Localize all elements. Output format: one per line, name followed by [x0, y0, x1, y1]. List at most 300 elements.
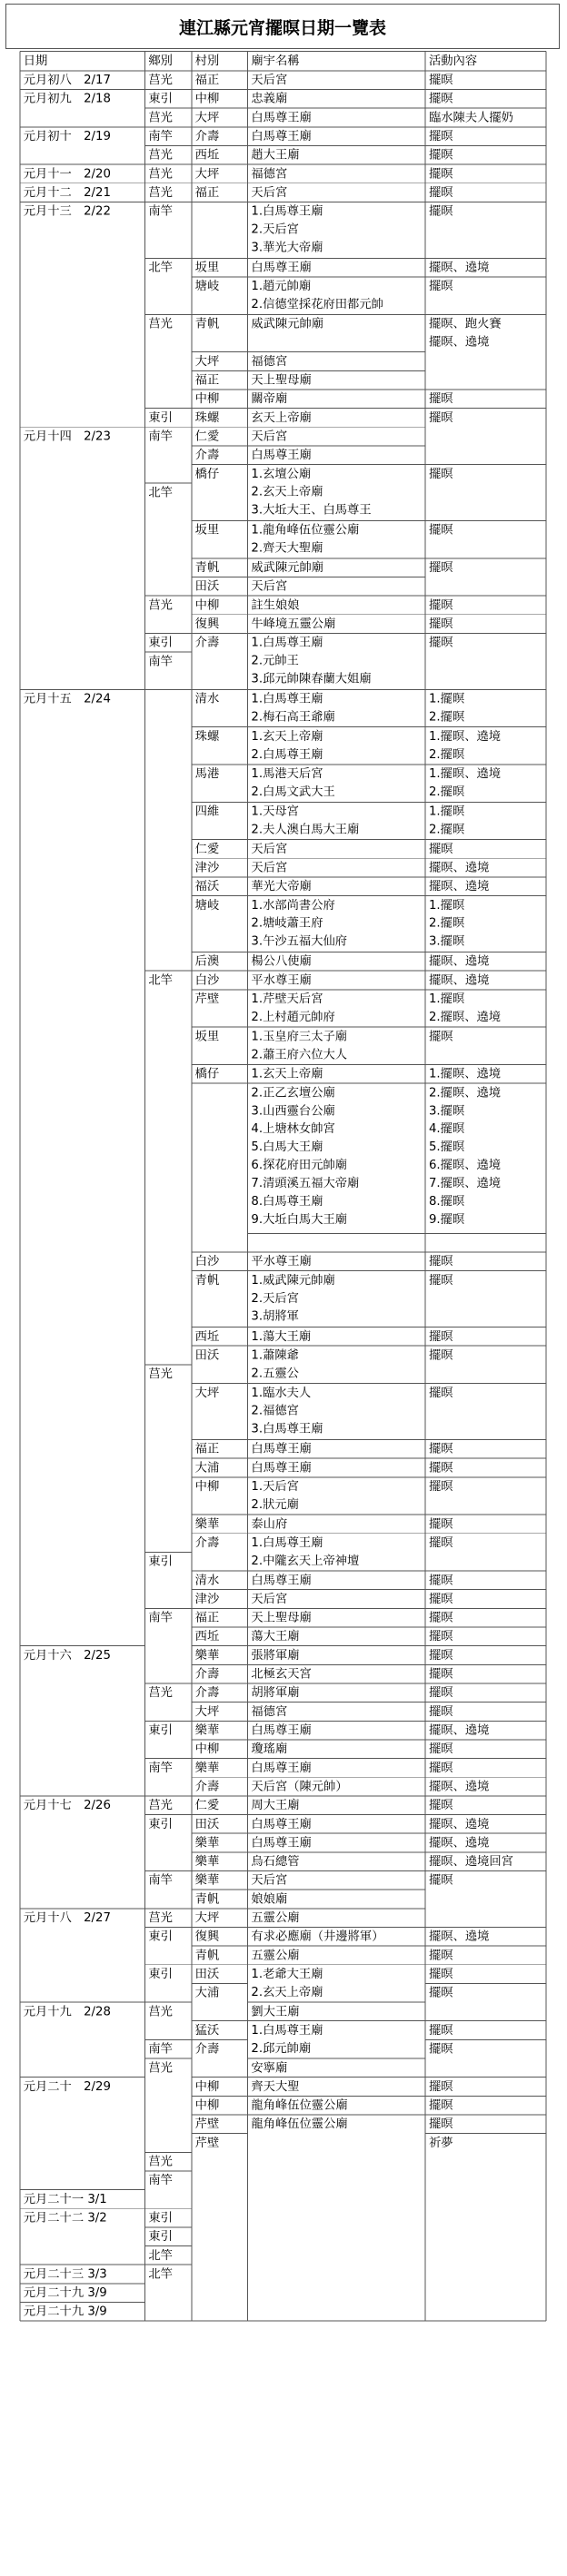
temple-cell-line: 2.狀元廟: [251, 1497, 299, 1512]
temple-cell-line: 有求必應廟（井邊將軍）: [251, 1930, 384, 1944]
temple-cell-line: 天后宮（陳元帥）: [251, 1780, 348, 1794]
temple-cell-line: 威武陳元帥廟: [251, 561, 324, 576]
village-cell: 田沃: [194, 579, 220, 594]
activity-cell-line: 擺暝: [428, 1611, 453, 1625]
village-cell: 中柳: [194, 392, 220, 407]
activity-cell-line: 2.擺暝、遶境: [428, 1086, 502, 1100]
village-cell: 介壽: [194, 449, 220, 463]
village-cell: 白沙: [194, 1255, 220, 1269]
column-header: 村別: [194, 54, 220, 69]
activity-cell-line: 2.擺暝: [428, 710, 465, 725]
activity-cell-line: 2.擺暝: [428, 747, 465, 762]
activity-cell-line: 擺暝: [428, 1273, 453, 1288]
village-cell: 青帆: [194, 561, 220, 576]
activity-cell-line: 7.擺暝、遶境: [428, 1177, 502, 1191]
activity-cell-line: 擺暝、跑火賽: [428, 317, 502, 331]
village-cell: 坂里: [194, 261, 220, 275]
temple-cell-line: 註生娘娘: [251, 598, 300, 613]
village-cell: 青帆: [194, 1273, 220, 1288]
activity-cell-line: 擺暝: [428, 130, 453, 144]
temple-cell-line: 1.玄天上帝廟: [251, 729, 323, 744]
village-cell: 介壽: [194, 1686, 220, 1701]
activity-cell-line: 擺暝: [428, 167, 453, 182]
temple-cell-line: 五靈公廟: [251, 1911, 300, 1926]
activity-cell-line: 1.擺暝、遶境: [428, 1067, 502, 1081]
township-cell: 南竿: [148, 429, 173, 444]
column-header: 廟宇名稱: [251, 54, 300, 69]
temple-cell-line: 9.大坵白馬大王廟: [251, 1212, 348, 1227]
date-cell: 元月二十二 3/2: [23, 2211, 107, 2226]
activity-cell-line: 臨水陳夫人擺奶: [428, 111, 513, 125]
activity-cell-line: 擺暝: [428, 1986, 453, 2000]
township-cell: 南竿: [148, 1761, 173, 1775]
temple-cell-line: 2.邱元帥廟: [251, 2041, 312, 2056]
temple-cell-line: 胡將軍廟: [251, 1686, 300, 1701]
village-cell: 橋仔: [194, 1067, 220, 1081]
township-cell: 南竿: [148, 1611, 173, 1625]
village-cell: 樂華: [194, 1873, 220, 1888]
village-cell: 大坪: [194, 1704, 220, 1719]
date-cell: 元月十九 2/28: [23, 2005, 111, 2019]
temple-cell-line: 2.玄天上帝廟: [251, 485, 323, 499]
village-cell: 中柳: [194, 2098, 220, 2113]
activity-cell-line: 擺暝、遶境: [428, 880, 490, 894]
temple-cell-line: 周大王廟: [251, 1799, 300, 1813]
temple-cell-line: 1.馬港天后宮: [251, 767, 323, 782]
activity-cell-line: 5.擺暝: [428, 1140, 465, 1155]
date-cell: 元月初十 2/19: [23, 130, 111, 144]
temple-cell-line: 瓊瑤廟: [251, 1742, 288, 1757]
village-cell: 田沃: [194, 1817, 220, 1831]
village-cell: 清水: [194, 692, 220, 706]
temple-cell-line: 劉大王廟: [251, 2005, 300, 2019]
temple-cell-line: 6.探花府田元帥廟: [251, 1159, 348, 1173]
activity-cell-line: 擺暝、遶境: [428, 1780, 490, 1794]
village-cell: 大坪: [194, 1911, 220, 1926]
temple-cell-line: 天后宮: [251, 1873, 288, 1888]
village-cell: 珠螺: [194, 410, 220, 425]
township-cell: 莒光: [148, 1367, 173, 1382]
document-page: [5, 4, 562, 2571]
temple-cell-line: 華光大帝廟: [251, 880, 312, 894]
township-cell: 南竿: [148, 655, 173, 669]
temple-cell-line: 2.玄天上帝廟: [251, 1985, 323, 1999]
village-cell: 介壽: [194, 636, 220, 650]
activity-cell-line: 擺暝: [428, 148, 453, 163]
activity-cell-line: 擺暝: [428, 1442, 453, 1456]
township-cell: 東引: [148, 2230, 173, 2245]
activity-cell-line: 擺暝: [428, 523, 453, 538]
temple-cell-line: 2.中隴玄天上帝神壇: [251, 1554, 360, 1568]
temple-cell-line: 白馬尊王廟: [251, 130, 312, 144]
activity-cell-line: 擺暝: [428, 842, 453, 856]
village-cell: 塘岐: [194, 898, 220, 913]
township-cell: 莒光: [148, 167, 173, 182]
activity-cell-line: 2.擺暝、遶境: [428, 1011, 502, 1025]
village-cell: 西坵: [194, 1329, 220, 1344]
temple-cell-line: 5.白馬大王廟: [251, 1140, 323, 1155]
village-cell: 中柳: [194, 2079, 220, 2094]
township-cell: 莒光: [148, 2005, 173, 2019]
temple-cell-line: 1.白馬尊王廟: [251, 1535, 323, 1550]
activity-cell-line: 擺暝、遶境: [428, 973, 490, 988]
activity-cell-line: 6.擺暝、遶境: [428, 1159, 502, 1173]
activity-cell-line: 擺暝: [428, 2079, 453, 2094]
temple-cell-line: 1.蕭陳爺: [251, 1348, 299, 1363]
temple-cell-line: 安寧廟: [251, 2061, 288, 2076]
temple-cell-line: 趙大王廟: [251, 148, 300, 163]
village-cell: 后澳: [194, 954, 220, 969]
temple-cell-line: 威武陳元帥廟: [251, 317, 324, 331]
temple-cell-line: 1.天母宮: [251, 804, 299, 819]
activity-cell-line: 擺暝: [428, 74, 453, 88]
village-cell: 大浦: [194, 1461, 220, 1476]
temple-cell-line: 1.白馬尊王廟: [251, 636, 323, 650]
township-cell: 南竿: [148, 2042, 173, 2057]
activity-cell-line: 擺暝、遶境: [428, 954, 490, 969]
township-cell: 南竿: [148, 2174, 173, 2188]
activity-cell-line: 擺暝: [428, 1348, 453, 1363]
temple-cell-line: 2.正乙玄壇公廟: [251, 1086, 335, 1100]
village-cell: 芹壁: [194, 992, 220, 1007]
temple-cell-line: 福德宮: [251, 167, 288, 182]
activity-cell-line: 擺暝: [428, 1517, 453, 1532]
temple-cell-line: 齊天大聖: [251, 2079, 300, 2094]
temple-cell-line: 張將軍廟: [251, 1648, 300, 1663]
township-cell: 莒光: [148, 74, 173, 88]
activity-cell-line: 1.擺暝: [428, 692, 465, 706]
activity-cell-line: 擺暝: [428, 1329, 453, 1344]
temple-cell-line: 龍角峰伍位靈公廟: [251, 2117, 348, 2132]
village-cell: 芹壁: [194, 2136, 220, 2150]
township-cell: 南竿: [148, 130, 173, 144]
village-cell: 西坵: [194, 148, 220, 163]
temple-cell-line: 3.白馬尊王廟: [251, 1422, 323, 1436]
village-cell: 塘岐: [194, 280, 220, 294]
temple-cell-line: 牛峰境五靈公廟: [251, 617, 336, 632]
temple-cell-line: 白馬尊王廟: [251, 1761, 312, 1775]
village-cell: 福沃: [194, 880, 220, 894]
temple-cell-line: 2.梅石高王爺廟: [251, 710, 335, 725]
activity-cell-line: 擺暝: [428, 410, 453, 425]
temple-cell-line: 忠義廟: [251, 92, 288, 106]
township-cell: 北竿: [148, 973, 173, 988]
village-cell: 介壽: [194, 2042, 220, 2057]
temple-cell-line: 白馬尊王廟: [251, 1442, 312, 1456]
temple-cell-line: 4.上塘林女帥宮: [251, 1122, 335, 1137]
temple-cell-line: 1.白馬尊王廟: [251, 692, 323, 706]
township-cell: 南竿: [148, 204, 173, 219]
village-cell: 大坪: [194, 167, 220, 182]
temple-cell-line: 娘娘廟: [251, 1892, 288, 1907]
village-cell: 介壽: [194, 1780, 220, 1794]
date-cell: 元月二十 2/29: [23, 2079, 111, 2094]
activity-cell-line: 擺暝: [428, 1949, 453, 1963]
village-cell: 中柳: [194, 92, 220, 106]
activity-cell-line: 擺暝: [428, 617, 453, 632]
activity-cell-line: 1.擺暝: [428, 804, 465, 819]
temple-cell-line: 1.玄壇公廟: [251, 467, 312, 481]
date-cell: 元月二十九 3/9: [23, 2286, 107, 2301]
temple-cell-line: 1.芹壁天后宮: [251, 992, 323, 1007]
temple-cell-line: 白馬尊王廟: [251, 449, 312, 463]
temple-cell-line: 北極玄天宮: [251, 1667, 312, 1682]
temple-cell-line: 3.胡將軍: [251, 1309, 299, 1324]
activity-cell-line: 擺暝: [428, 1704, 453, 1719]
township-cell: 北竿: [148, 486, 173, 500]
temple-cell-line: 龍角峰伍位靈公廟: [251, 2098, 348, 2113]
township-cell: 北竿: [148, 2267, 173, 2282]
activity-cell-line: 擺暝: [428, 1873, 453, 1888]
village-cell: 仁愛: [194, 429, 220, 444]
temple-cell-line: 1.龍角峰伍位靈公廟: [251, 523, 360, 538]
activity-cell-line: 9.擺暝: [428, 1212, 465, 1227]
village-cell: 橋仔: [194, 467, 220, 481]
temple-cell-line: 2.信德堂採花府田都元帥: [251, 298, 383, 312]
activity-cell-line: 擺暝: [428, 280, 453, 294]
township-cell: 莒光: [148, 2155, 173, 2169]
village-cell: 福正: [194, 1442, 220, 1456]
activity-cell-line: 擺暝: [428, 1630, 453, 1644]
township-cell: 東引: [148, 410, 173, 425]
activity-cell-line: 擺暝: [428, 1648, 453, 1663]
village-cell: 樂華: [194, 1517, 220, 1532]
temple-cell-line: 2.白馬文武大王: [251, 785, 335, 800]
temple-cell-line: 天后宮: [251, 842, 288, 856]
activity-cell-line: 擺暝、遶境: [428, 1817, 490, 1831]
activity-cell-line: 擺暝: [428, 1667, 453, 1682]
township-cell: 莒光: [148, 2061, 173, 2076]
activity-cell-line: 2.擺暝: [428, 785, 465, 800]
temple-cell-line: 白馬尊王廟: [251, 1817, 312, 1831]
township-cell: 東引: [148, 2211, 173, 2226]
activity-cell-line: 1.擺暝、遶境: [428, 767, 502, 782]
township-cell: 東引: [148, 1968, 173, 1982]
village-cell: 樂華: [194, 1836, 220, 1851]
village-cell: 四維: [194, 804, 220, 819]
temple-cell-line: 天后宮: [251, 429, 288, 444]
activity-cell-line: 擺暝: [428, 1480, 453, 1495]
village-cell: 大坪: [194, 354, 220, 369]
temple-cell-line: 關帝廟: [251, 392, 288, 407]
village-cell: 復興: [194, 1930, 220, 1944]
township-cell: 東引: [148, 1554, 173, 1569]
activity-cell-line: 擺暝: [428, 1386, 453, 1400]
village-cell: 白沙: [194, 973, 220, 988]
temple-cell-line: 天后宮: [251, 74, 288, 88]
township-cell: 莒光: [148, 185, 173, 200]
activity-cell-line: 1.擺暝: [428, 992, 465, 1007]
activity-cell-line: 擺暝: [428, 598, 453, 613]
date-cell: 元月十二 2/21: [23, 185, 111, 200]
activity-cell-line: 擺暝: [428, 92, 453, 106]
activity-cell-line: 擺暝: [428, 185, 453, 200]
temple-cell-line: 1.玉皇府三太子廟: [251, 1030, 348, 1044]
activity-cell-line: 擺暝: [428, 2023, 453, 2038]
temple-cell-line: 天上聖母廟: [251, 1611, 312, 1625]
township-cell: 北竿: [148, 2248, 173, 2263]
village-cell: 清水: [194, 1574, 220, 1588]
temple-cell-line: 1.趙元帥廟: [251, 280, 312, 294]
village-cell: 青帆: [194, 317, 220, 331]
village-cell: 中柳: [194, 1742, 220, 1757]
township-cell: 莒光: [148, 598, 173, 613]
activity-cell-line: 擺暝、遶境: [428, 335, 490, 350]
activity-cell-line: 擺暝、遶境: [428, 1836, 490, 1851]
temple-cell-line: 1.臨水夫人: [251, 1386, 312, 1400]
activity-cell-line: 擺暝: [428, 1592, 453, 1606]
village-cell: 田沃: [194, 1968, 220, 1982]
column-header: 活動內容: [428, 54, 478, 69]
temple-cell-line: 3.大坵大王、白馬尊王: [251, 503, 372, 518]
activity-cell-line: 3.擺暝: [428, 1104, 465, 1119]
activity-cell-line: 2.擺暝: [428, 823, 465, 837]
date-cell: 元月十六 2/25: [23, 1648, 111, 1663]
activity-cell-line: 擺暝: [428, 204, 453, 219]
schedule-table: [5, 51, 562, 2443]
township-cell: 東引: [148, 1723, 173, 1738]
village-cell: 青帆: [194, 1892, 220, 1907]
activity-cell-line: 8.擺暝: [428, 1194, 465, 1209]
township-cell: 莒光: [148, 1911, 173, 1926]
village-cell: 田沃: [194, 1348, 220, 1363]
activity-cell-line: 擺暝、遶境: [428, 261, 490, 275]
table-title: 連江縣元宵擺暝日期一覽表: [5, 4, 560, 49]
temple-cell-line: 1.水部尚書公府: [251, 898, 335, 913]
temple-cell-line: 1.玄天上帝廟: [251, 1067, 323, 1081]
temple-cell-line: 天后宮: [251, 185, 288, 200]
temple-cell-line: 白馬尊王廟: [251, 261, 312, 275]
village-cell: 津沙: [194, 861, 220, 875]
temple-cell-line: 泰山府: [251, 1517, 288, 1532]
column-header: 日期: [23, 54, 48, 69]
township-cell: 莒光: [148, 111, 173, 125]
village-cell: 介壽: [194, 130, 220, 144]
activity-cell-line: 擺暝: [428, 2098, 453, 2113]
township-cell: 莒光: [148, 1799, 173, 1813]
village-cell: 福正: [194, 74, 220, 88]
village-cell: 中柳: [194, 598, 220, 613]
date-cell: 元月初八 2/17: [23, 74, 111, 88]
village-cell: 坂里: [194, 1030, 220, 1044]
activity-cell-line: 擺暝: [428, 1799, 453, 1813]
date-cell: 元月十八 2/27: [23, 1911, 111, 1926]
village-cell: 福正: [194, 373, 220, 388]
township-cell: 東引: [148, 1930, 173, 1944]
township-cell: 東引: [148, 1817, 173, 1831]
temple-cell-line: 楊公八使廟: [251, 954, 312, 969]
activity-cell-line: 2.擺暝: [428, 916, 465, 931]
temple-cell-line: 1.白馬尊王廟: [251, 204, 323, 219]
temple-cell-line: 天上聖母廟: [251, 373, 312, 388]
temple-cell-line: 3.山西靈台公廟: [251, 1104, 335, 1119]
activity-cell-line: 擺暝: [428, 2117, 453, 2132]
temple-cell-line: 平水尊王廟: [251, 973, 312, 988]
activity-cell-line: 擺暝、遶境回宮: [428, 1855, 513, 1870]
township-cell: 南竿: [148, 1873, 173, 1888]
village-cell: 大坪: [194, 111, 220, 125]
temple-cell-line: 2.夫人澳白馬大王廟: [251, 823, 360, 837]
village-cell: 坂里: [194, 523, 220, 538]
activity-cell-line: 3.擺暝: [428, 934, 465, 949]
township-cell: 莒光: [148, 1686, 173, 1701]
activity-cell-line: 擺暝: [428, 1461, 453, 1476]
temple-cell-line: 2.齊天大聖廟: [251, 541, 323, 556]
activity-cell-line: 擺暝: [428, 1686, 453, 1701]
activity-cell-line: 擺暝: [428, 467, 453, 481]
village-cell: 福正: [194, 1611, 220, 1625]
column-header: 鄉別: [148, 54, 173, 69]
activity-cell-line: 擺暝: [428, 1742, 453, 1757]
township-cell: 東引: [148, 92, 173, 106]
temple-cell-line: 1.天后宮: [251, 1480, 299, 1495]
temple-cell-line: 2.蕭王府六位大人: [251, 1048, 348, 1062]
activity-cell-line: 擺暝: [428, 1574, 453, 1588]
temple-cell-line: 7.清頭溪五福大帝廟: [251, 1177, 360, 1191]
temple-cell-line: 2.天后宮: [251, 222, 299, 237]
temple-cell-line: 2.元帥王: [251, 654, 299, 668]
village-cell: 樂華: [194, 1855, 220, 1870]
date-cell: 元月十五 2/24: [23, 692, 111, 706]
activity-cell-line: 擺暝: [428, 1968, 453, 1982]
temple-cell-line: 平水尊王廟: [251, 1255, 312, 1269]
temple-cell-line: 五靈公廟: [251, 1949, 300, 1963]
village-cell: 仁愛: [194, 1799, 220, 1813]
activity-cell-line: 擺暝: [428, 1255, 453, 1269]
date-cell: 元月二十三 3/3: [23, 2267, 107, 2282]
activity-cell-line: 擺暝、遶境: [428, 1930, 490, 1944]
temple-cell-line: 天后宮: [251, 1592, 288, 1606]
activity-cell-line: 擺暝、遶境: [428, 861, 490, 875]
activity-cell-line: 擺暝: [428, 1761, 453, 1775]
activity-cell-line: 4.擺暝: [428, 1122, 465, 1137]
temple-cell-line: 1.老爺大王廟: [251, 1968, 323, 1982]
temple-cell-line: 玄天上帝廟: [251, 410, 312, 425]
temple-cell-line: 福德宮: [251, 1704, 288, 1719]
date-cell: 元月十一 2/20: [23, 167, 111, 182]
village-cell: 樂華: [194, 1723, 220, 1738]
village-cell: 猛沃: [194, 2023, 220, 2038]
village-cell: 復興: [194, 617, 220, 632]
activity-cell-line: 1.擺暝、遶境: [428, 729, 502, 744]
temple-cell-line: 1.威武陳元帥廟: [251, 1273, 335, 1288]
activity-cell-line: 擺暝: [428, 561, 453, 576]
activity-cell-line: 1.擺暝: [428, 898, 465, 913]
temple-cell-line: 2.五靈公: [251, 1367, 299, 1381]
date-cell: 元月初九 2/18: [23, 92, 111, 106]
temple-cell-line: 天后宮: [251, 579, 288, 594]
temple-cell-line: 白馬尊王廟: [251, 1461, 312, 1476]
village-cell: 樂華: [194, 1761, 220, 1775]
township-cell: 東引: [148, 636, 173, 650]
township-cell: 北竿: [148, 261, 173, 275]
village-cell: 大坪: [194, 1386, 220, 1400]
activity-cell-line: 擺暝: [428, 636, 453, 650]
village-cell: 福正: [194, 185, 220, 200]
village-cell: 介壽: [194, 1535, 220, 1550]
township-cell: 莒光: [148, 317, 173, 331]
village-cell: 芹壁: [194, 2117, 220, 2132]
temple-cell-line: 2.上村趙元帥府: [251, 1011, 335, 1025]
date-cell: 元月二十九 3/9: [23, 2305, 107, 2319]
temple-cell-line: 2.塘岐蕭王府: [251, 916, 323, 931]
temple-cell-line: 天后宮: [251, 861, 288, 875]
activity-cell-line: 擺暝: [428, 1030, 453, 1044]
temple-cell-line: 烏石總管: [251, 1855, 300, 1870]
activity-cell-line: 祈夢: [428, 2136, 453, 2150]
temple-cell-line: 3.邱元帥陳春蘭大姐廟: [251, 672, 372, 686]
village-cell: 馬港: [194, 767, 220, 782]
